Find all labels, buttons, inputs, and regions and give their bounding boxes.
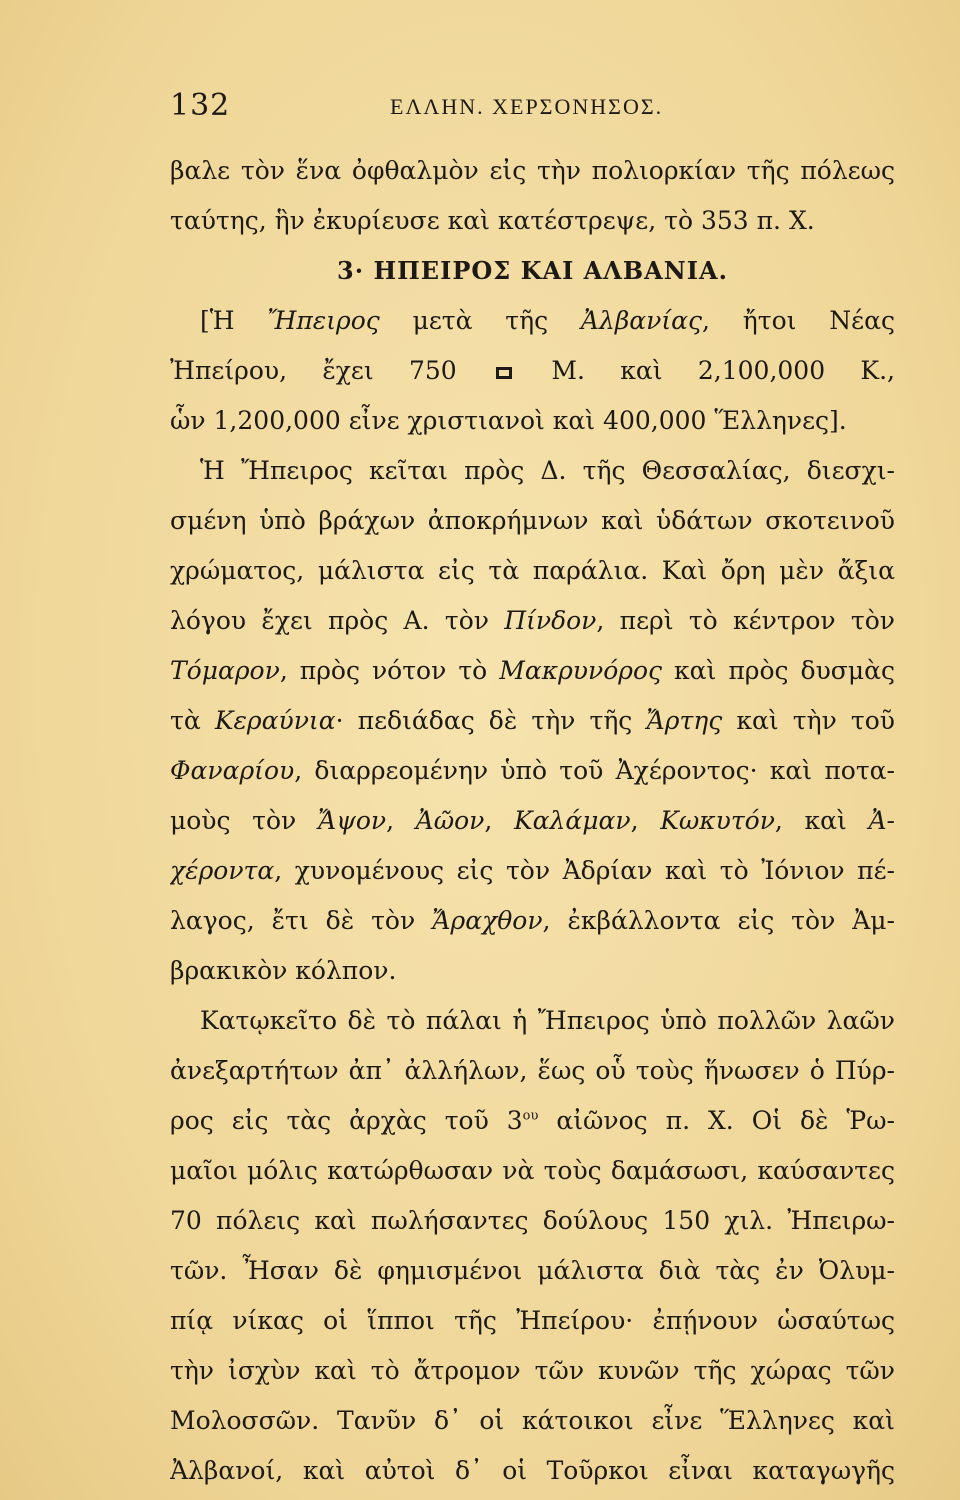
place-name: Ἄψον <box>317 806 387 835</box>
text-line <box>170 596 895 646</box>
place-name: Πίνδον <box>504 606 597 635</box>
text-segment: ταύτης, ἣν ἐκυρίευσε καὶ κατέστρεψε, τὸ 353 π. Χ. <box>170 206 815 235</box>
text-line <box>170 396 895 446</box>
text-segment: καὶ πρὸς δυσμὰς <box>662 656 895 685</box>
text-segment: μοὺς τὸν <box>170 806 318 835</box>
place-name: χέροντα <box>170 856 275 885</box>
square-unit-icon <box>496 367 512 379</box>
place-name: Ἀ- <box>868 806 895 835</box>
section-heading <box>170 246 895 296</box>
text-segment: σμένη ὑπὸ βράχων ἀποκρήμνων καὶ ὑδάτων σκοτεινοῦ <box>170 506 895 535</box>
page-number: 132 <box>170 88 231 123</box>
text-line <box>170 196 895 246</box>
body-text <box>170 146 895 1496</box>
text-line <box>170 846 895 896</box>
text-segment: , περὶ τὸ κέντρον τὸν <box>596 606 895 635</box>
text-line <box>170 1396 895 1446</box>
ordinal-superscript: ου <box>522 1108 539 1124</box>
text-segment: , ἤτοι Νέας <box>702 306 895 335</box>
text-segment: τὰ <box>170 706 215 735</box>
text-segment: , διαρρεομένην ὑπὸ τοῦ Ἀχέροντος· καὶ ποτα- <box>294 756 895 785</box>
text-segment: λαγος, ἔτι δὲ τὸν <box>170 906 433 935</box>
text-segment: , <box>630 806 661 835</box>
text-line <box>170 696 895 746</box>
text-segment: πίᾳ νίκας οἱ ἵπποι τῆς Ἠπείρου· ἐπῄνουν ὡσαύτως <box>170 1306 895 1335</box>
text-line <box>170 646 895 696</box>
place-name: Μακρυνόρος <box>499 656 663 685</box>
text-line <box>170 146 895 196</box>
text-segment: βαλε τὸν ἕνα ὀφθαλμὸν εἰς τὴν πολιορκίαν τῆς πόλεως <box>170 156 895 185</box>
text-line <box>170 1446 895 1496</box>
text-segment: τὴν ἰσχὺν καὶ τὸ ἄτρομον τῶν κυνῶν τῆς χώρας τῶν <box>170 1356 895 1385</box>
text-line <box>170 1296 895 1346</box>
text-segment: Μ. καὶ 2,100,000 Κ., <box>516 356 895 385</box>
text-segment: Κατῳκεῖτο δὲ τὸ πάλαι ἡ Ἤπειρος ὑπὸ πολλῶν λαῶν <box>200 1006 895 1035</box>
text-segment: ὧν 1,200,000 εἶνε χριστιανοὶ καὶ 400,000 Ἕλληνες]. <box>170 406 847 435</box>
text-segment: χρώματος, μάλιστα εἰς τὰ παράλια. Καὶ ὄρη μὲν ἄξια <box>170 556 895 585</box>
text-segment: , <box>484 806 514 835</box>
place-name: Ἄρτης <box>646 706 723 735</box>
text-segment: ἀνεξαρτήτων ἀπ᾽ ἀλλήλων, ἕως οὗ τοὺς ἥνωσεν ὁ Πύρ- <box>170 1056 895 1085</box>
text-line <box>170 1146 895 1196</box>
text-segment: μαῖοι μόλις κατώρθωσαν νὰ τοὺς δαμάσωσι, καύσαντες <box>170 1156 895 1185</box>
text-segment: αἰῶνος π. Χ. Οἱ δὲ Ῥω- <box>538 1106 895 1135</box>
text-segment: · πεδιάδας δὲ τὴν τῆς <box>335 706 647 735</box>
text-segment: Ἀλβανοί, καὶ αὐτοὶ δ᾽ οἱ Τοῦρκοι εἶναι καταγωγῆς <box>170 1456 895 1485</box>
text-segment: , <box>386 806 416 835</box>
text-segment: τῶν. Ἦσαν δὲ φημισμένοι μάλιστα διὰ τὰς ἐν Ὀλυμ- <box>170 1256 895 1285</box>
text-line <box>170 746 895 796</box>
text-line <box>170 1046 895 1096</box>
text-segment: Ἠπείρου, ἔχει 750 <box>170 356 493 385</box>
text-line <box>170 1096 895 1146</box>
running-head: ΕΛΛΗΝ. ΧΕΡΣΟΝΗΣΟΣ. <box>390 94 664 119</box>
place-name: Φαναρίου <box>170 756 295 785</box>
place-name: Κωκυτόν <box>660 806 775 835</box>
text-line <box>170 1196 895 1246</box>
text-line <box>170 996 895 1046</box>
place-name: Τόμαρον <box>170 656 280 685</box>
text-segment: Ἡ Ἤπειρος κεῖται πρὸς Δ. τῆς Θεσσαλίας, διεσχι- <box>200 456 895 485</box>
text-line <box>170 446 895 496</box>
place-name: Ἤπειρος <box>267 306 380 335</box>
text-line <box>170 496 895 546</box>
text-segment: λόγου ἔχει πρὸς Α. τὸν <box>170 606 505 635</box>
text-segment: , ἐκβάλλοντα εἰς τὸν Ἀμ- <box>542 906 895 935</box>
page-header <box>170 88 895 128</box>
place-name: Ἀῶον <box>415 806 485 835</box>
text-segment: Μολοσσῶν. Τανῦν δ᾽ οἱ κάτοικοι εἶνε Ἕλληνες καὶ <box>170 1406 895 1435</box>
text-line <box>170 896 895 946</box>
text-segment: , καὶ <box>774 806 869 835</box>
text-line <box>170 1246 895 1296</box>
text-line <box>170 946 895 996</box>
text-line <box>170 346 895 396</box>
text-line <box>170 1346 895 1396</box>
text-segment: καὶ τὴν τοῦ <box>722 706 895 735</box>
text-segment: , πρὸς νότον τὸ <box>279 656 500 685</box>
text-segment: [Ἡ <box>200 306 268 335</box>
place-name: Ἄραχθον <box>432 906 543 935</box>
place-name: Καλάμαν <box>513 806 631 835</box>
text-line <box>170 796 895 846</box>
place-name: Κεραύνια <box>214 706 336 735</box>
text-segment: βρακικὸν κόλπον. <box>170 956 397 985</box>
text-segment: 3· ΗΠΕΙΡΟΣ ΚΑΙ ΑΛΒΑΝΙΑ. <box>337 256 728 285</box>
place-name: Ἀλβανίας <box>580 306 703 335</box>
text-segment: , χυνομένους εἰς τὸν Ἀδρίαν καὶ τὸ Ἰόνιον πέ- <box>274 856 895 885</box>
text-segment: μετὰ τῆς <box>379 306 581 335</box>
text-segment: ρος εἰς τὰς ἀρχὰς τοῦ 3 <box>170 1106 523 1135</box>
text-segment: 70 πόλεις καὶ πωλήσαντες δούλους 150 χιλ. Ἠπειρω- <box>170 1206 895 1235</box>
text-line <box>170 296 895 346</box>
text-line <box>170 546 895 596</box>
